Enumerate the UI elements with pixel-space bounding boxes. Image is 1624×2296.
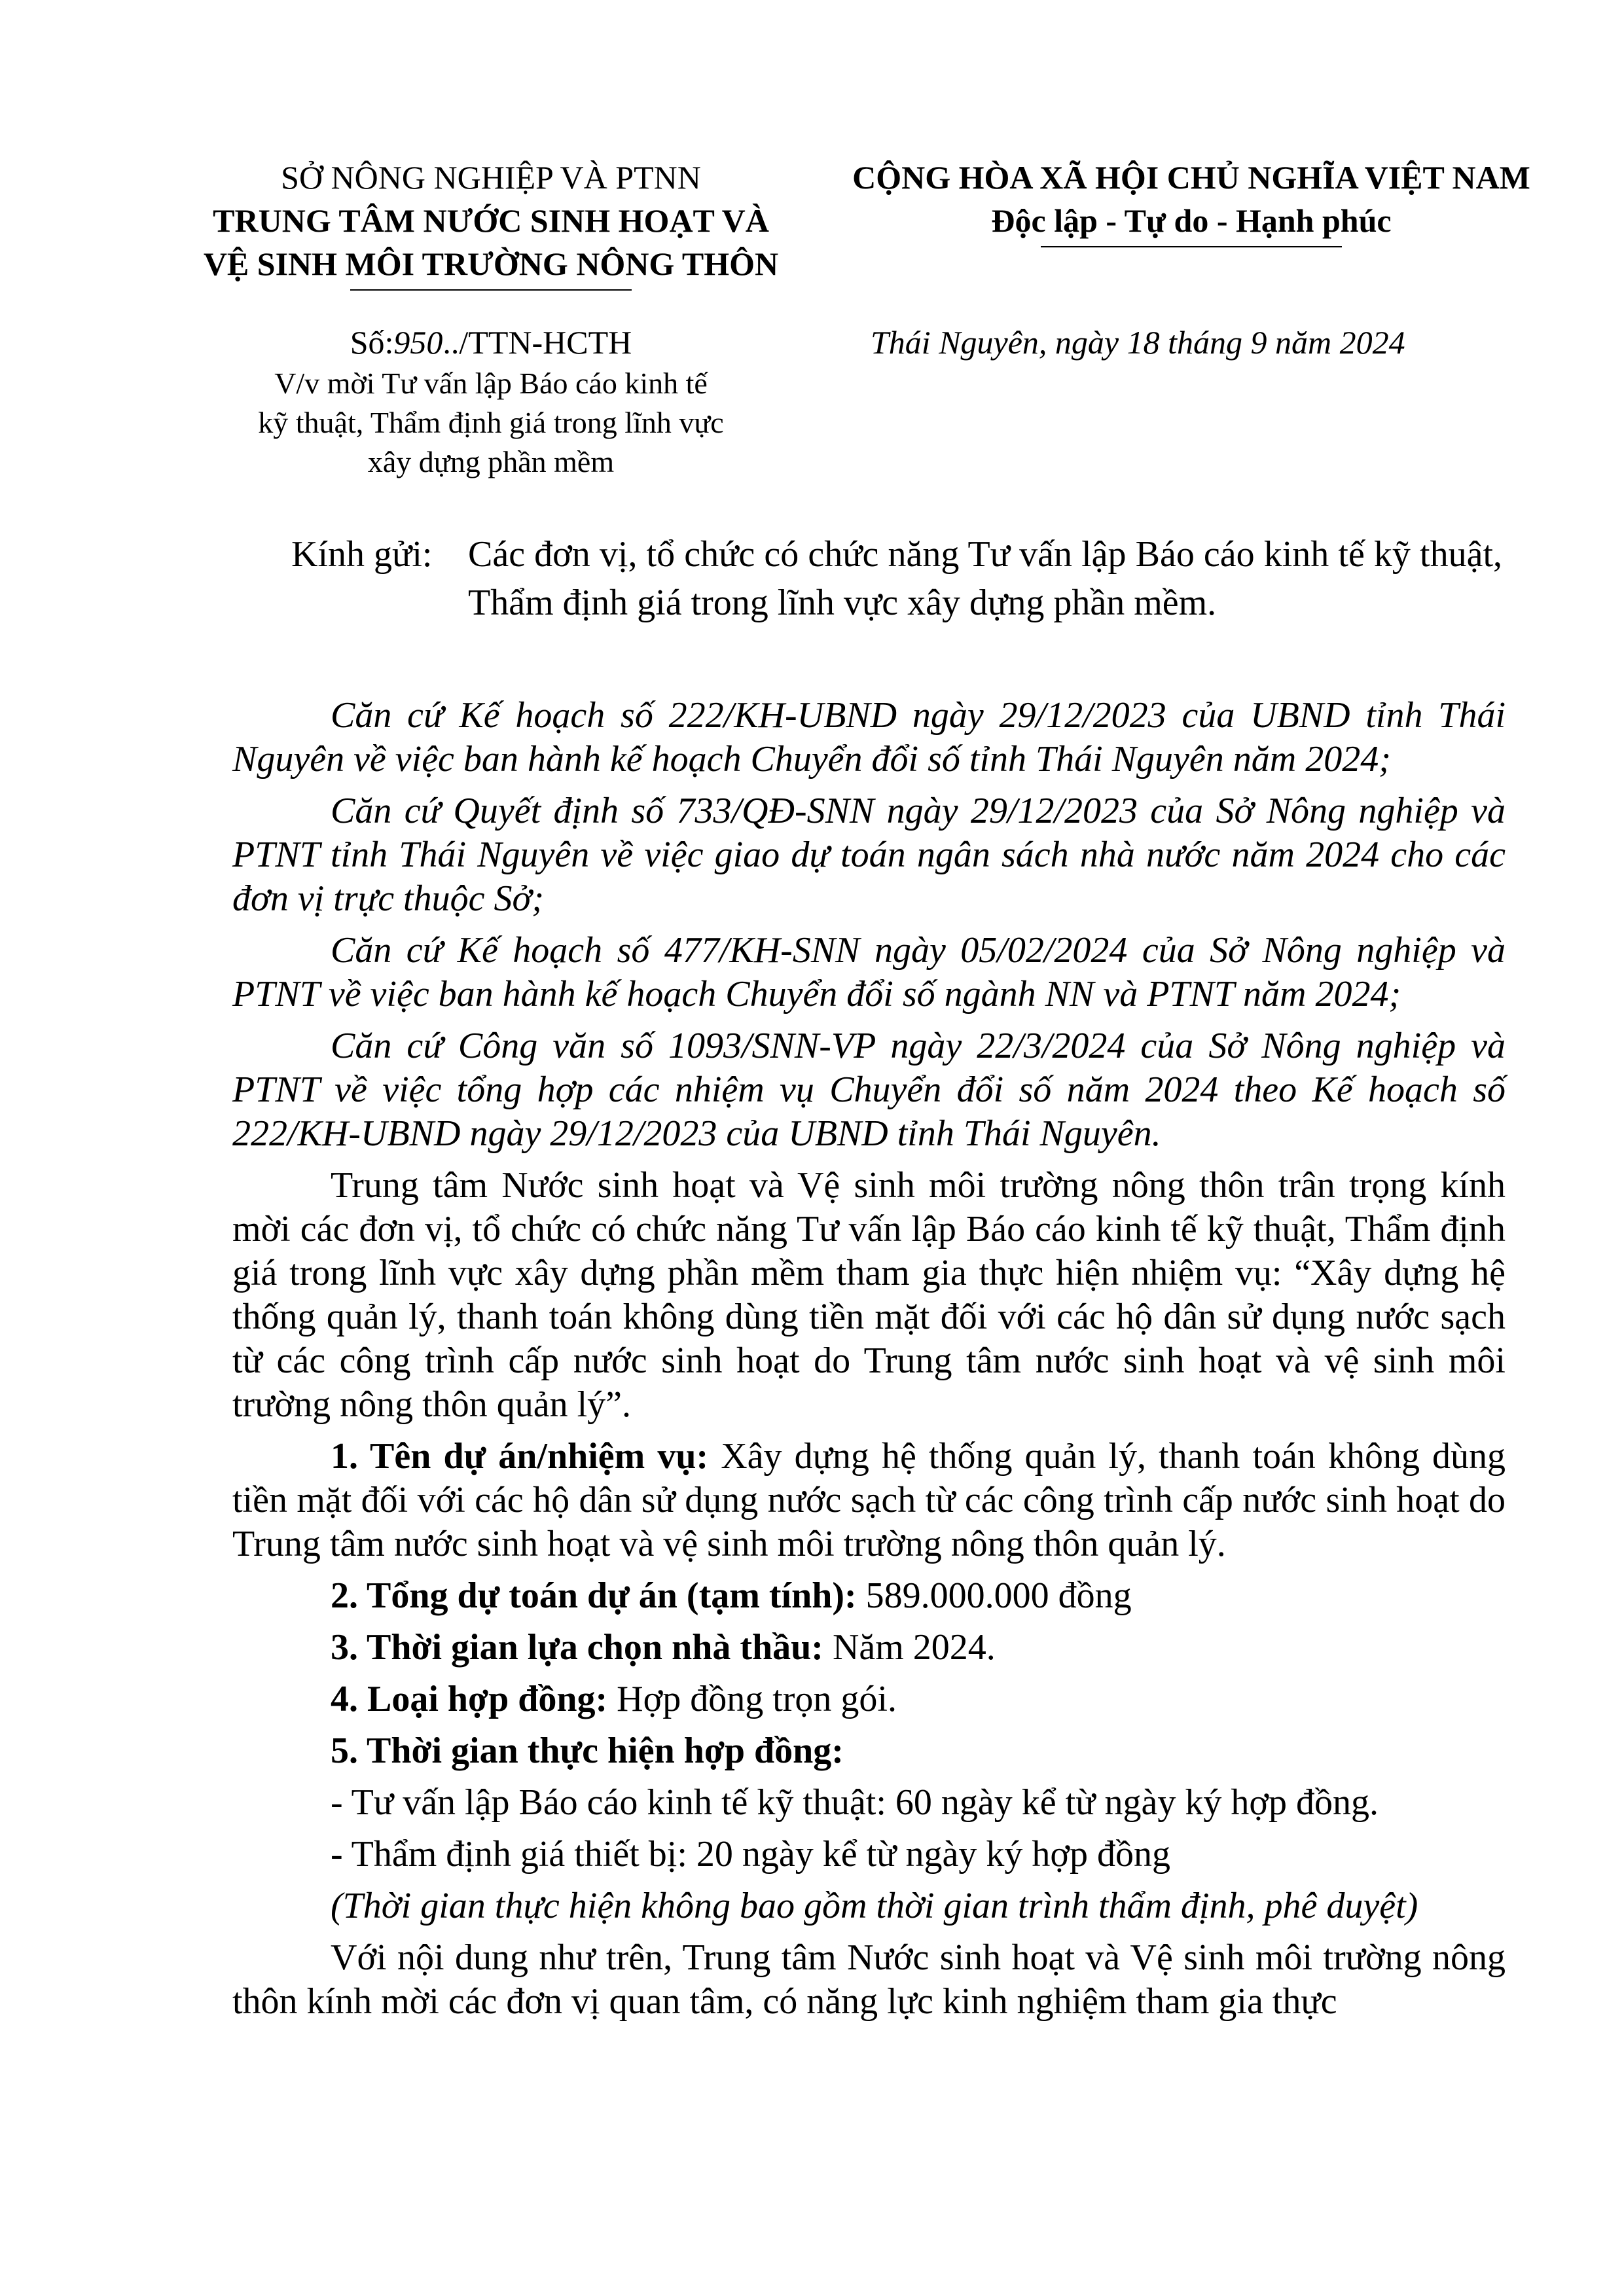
document-number bbox=[177, 321, 805, 364]
item1-value: Xây dựng hệ thống quản lý, thanh toán không dùng tiền mặt đối với các hộ dân sử dụng nước sạch từ các công trình cấp nước sinh hoạt do Trung tâm nước sinh hoạt và vệ sinh môi trường nông thôn quản lý. bbox=[232, 1436, 1506, 1564]
recipient-text: Các đơn vị, tổ chức có chức năng Tư vấn lập Báo cáo kinh tế kỹ thuật, Thẩm định giá trong lĩnh vực xây dựng phần mềm. bbox=[468, 534, 1502, 623]
issuing-agency-header bbox=[177, 156, 805, 291]
basis-paragraph: Căn cứ Kế hoạch số 222/KH-UBND ngày 29/12/2023 của UBND tỉnh Thái Nguyên về việc ban hành kế hoạch Chuyển đổi số tỉnh Thái Nguyên năm 2024; bbox=[232, 695, 1506, 780]
country-name: CỘNG HÒA XÃ HỘI CHỦ NGHĨA VIỆT NAM bbox=[852, 159, 1530, 196]
item4-value: Hợp đồng trọn gói. bbox=[617, 1679, 897, 1719]
number-prefix: Số: bbox=[350, 324, 394, 361]
document-body bbox=[232, 694, 1506, 2032]
item1-label: 1. Tên dự án/nhiệm vụ: bbox=[331, 1436, 709, 1477]
number-suffix: ../TTN-HCTH bbox=[442, 324, 632, 361]
document-reference bbox=[177, 321, 805, 482]
duration-note: (Thời gian thực hiện không bao gồm thời gian trình thẩm định, phê duyệt) bbox=[331, 1886, 1418, 1926]
number-value: 950 bbox=[393, 324, 443, 361]
item4-label: 4. Loại hợp đồng: bbox=[331, 1679, 608, 1719]
item-contract-type bbox=[232, 1677, 1506, 1721]
basis-paragraph: Căn cứ Kế hoạch số 477/KH-SNN ngày 05/02/2024 của Sở Nông nghiệp và PTNT về việc ban hành kế hoạch Chuyển đổi số ngành NN và PTNT năm 2024; bbox=[232, 930, 1506, 1014]
item5-label: 5. Thời gian thực hiện hợp đồng: bbox=[331, 1731, 844, 1771]
recipient-block bbox=[291, 530, 1502, 627]
item-contract-duration bbox=[232, 1729, 1506, 1773]
item-project-name bbox=[232, 1435, 1506, 1566]
agency-name-line2: VỆ SINH MÔI TRƯỜNG NÔNG THÔN bbox=[203, 245, 779, 282]
basis-paragraph: Căn cứ Công văn số 1093/SNN-VP ngày 22/3/2024 của Sở Nông nghiệp và PTNT về việc tổng hợp các nhiệm vụ Chuyển đổi số năm 2024 theo Kế hoạch số 222/KH-UBND ngày 29/12/2023 của UBND tỉnh Thái Nguyên. bbox=[232, 1026, 1506, 1154]
basis-paragraph: Căn cứ Quyết định số 733/QĐ-SNN ngày 29/12/2023 của Sở Nông nghiệp và PTNT tỉnh Thái Nguyên về việc giao dự toán ngân sách nhà nước năm 2024 cho các đơn vị trực thuộc Sở; bbox=[232, 791, 1506, 919]
national-motto: Độc lập - Tự do - Hạnh phúc bbox=[991, 202, 1392, 239]
date-line: Thái Nguyên, ngày 18 tháng 9 năm 2024 bbox=[871, 324, 1405, 361]
subject-line-3: xây dựng phần mềm bbox=[367, 445, 615, 478]
duration-subitem: - Tư vấn lập Báo cáo kinh tế kỹ thuật: 60 ngày kể từ ngày ký hợp đồng. bbox=[331, 1782, 1379, 1823]
agency-underline bbox=[350, 289, 632, 291]
motto-underline bbox=[1041, 246, 1342, 247]
duration-subitem: - Thẩm định giá thiết bị: 20 ngày kể từ ngày ký hợp đồng bbox=[331, 1834, 1170, 1874]
subject-line-1: V/v mời Tư vấn lập Báo cáo kinh tế bbox=[274, 367, 708, 400]
item-contractor-selection-time bbox=[232, 1626, 1506, 1670]
item2-label: 2. Tổng dự toán dự án (tạm tính): bbox=[331, 1575, 857, 1616]
closing-paragraph: Với nội dung như trên, Trung tâm Nước sinh hoạt và Vệ sinh môi trường nông thôn kính mời các đơn vị quan tâm, có năng lực kinh nghiệm tham gia thực bbox=[232, 1937, 1506, 2022]
parent-agency-name: SỞ NÔNG NGHIỆP VÀ PTNN bbox=[281, 159, 701, 196]
recipient-label: Kính gửi: bbox=[291, 534, 433, 575]
national-header bbox=[818, 156, 1564, 247]
intro-paragraph: Trung tâm Nước sinh hoạt và Vệ sinh môi trường nông thôn trân trọng kính mời các đơn vị, tổ chức có chức năng Tư vấn lập Báo cáo kinh tế kỹ thuật, Thẩm định giá trong lĩnh vực xây dựng phần mềm tham gia thực hiện nhiệm vụ: “Xây dựng hệ thống quản lý, thanh toán không dùng tiền mặt đối với các hộ dân sử dụng nước sạch từ các công trình cấp nước sinh hoạt do Trung tâm nước sinh hoạt và vệ sinh môi trường nông thôn quản lý”. bbox=[232, 1165, 1506, 1425]
item2-value: 589.000.000 đồng bbox=[865, 1575, 1132, 1616]
subject-line-2: kỹ thuật, Thẩm định giá trong lĩnh vực bbox=[258, 406, 724, 439]
item-total-estimate bbox=[232, 1574, 1506, 1618]
agency-name-line1: TRUNG TÂM NƯỚC SINH HOẠT VÀ bbox=[213, 202, 769, 239]
item3-value: Năm 2024. bbox=[832, 1627, 996, 1668]
item3-label: 3. Thời gian lựa chọn nhà thầu: bbox=[331, 1627, 823, 1668]
